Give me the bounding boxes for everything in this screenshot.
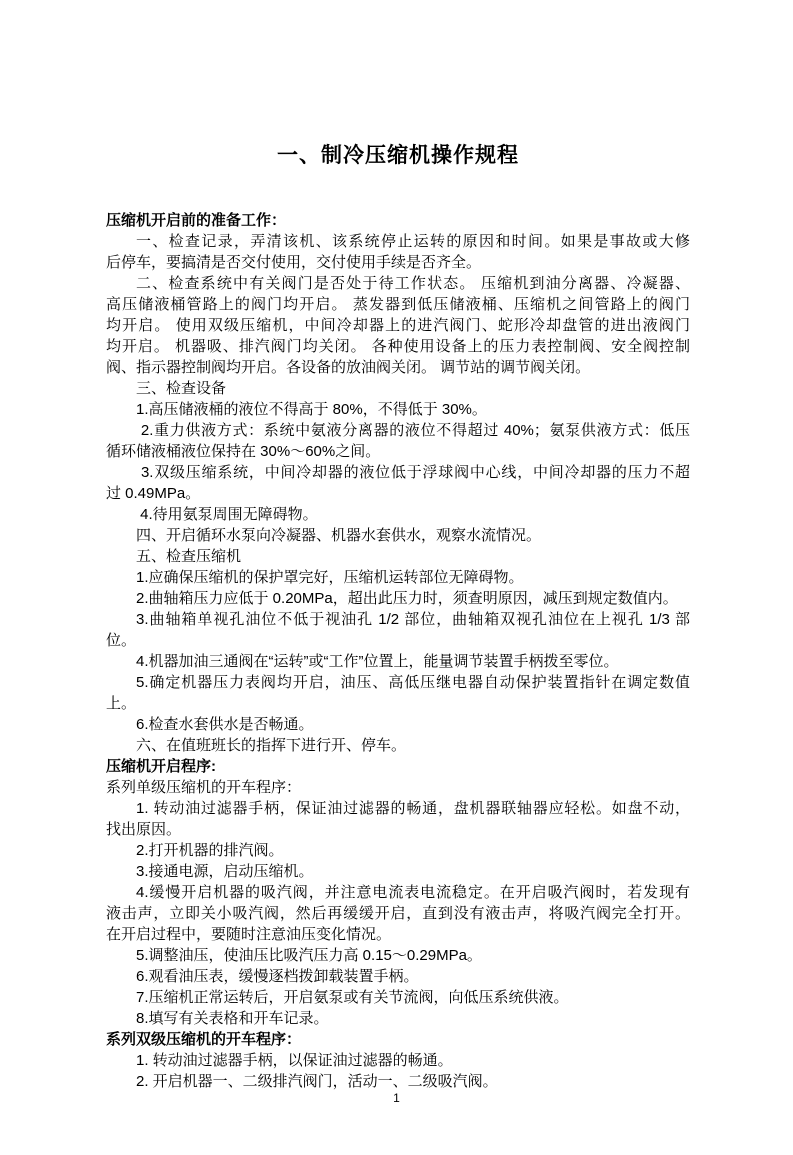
paragraph bbox=[106, 525, 690, 546]
text-line: 1.应确保压缩机的保护罩完好，压缩机运转部位无障碍物。 bbox=[136, 569, 524, 586]
text-line: 1. 转动油过滤器手柄，保证油过滤器的畅通，盘机器联轴器应轻松。如盘不动， bbox=[136, 800, 690, 817]
text-line: 2.曲轴箱压力应低于 0.20MPa，超出此压力时，须查明原因，减压到规定数值内。 bbox=[136, 590, 678, 607]
text-line: 5.确定机器压力表阀均开启，油压、高低压继电器自动保护装置指针在调定数值 bbox=[136, 674, 690, 691]
paragraph bbox=[106, 777, 690, 798]
text-line: 3.接通电源，启动压缩机。 bbox=[136, 863, 314, 880]
paragraph bbox=[106, 651, 690, 672]
text-line: 位。 bbox=[106, 632, 137, 649]
text-line: 3.曲轴箱单视孔油位不低于视油孔 1/2 部位，曲轴箱双视孔油位在上视孔 1/3 部 bbox=[136, 611, 690, 628]
paragraph bbox=[106, 945, 690, 966]
document-content bbox=[106, 142, 690, 1092]
paragraph bbox=[106, 546, 690, 567]
text-line: 六、在值班班长的指挥下进行开、停车。 bbox=[136, 737, 407, 754]
text-line: 找出原因。 bbox=[106, 821, 182, 838]
paragraph bbox=[106, 756, 690, 777]
text-line: 压缩机开启前的准备工作： bbox=[106, 212, 287, 229]
text-line: 3.双级压缩系统，中间冷却器的液位低于浮球阀中心线，中间冷却器的压力不超 bbox=[136, 464, 690, 481]
paragraph bbox=[106, 882, 690, 945]
text-line: 液击声，立即关小吸汽阀，然后再缓缓开启，直到没有液击声，将吸汽阀完全打开。 bbox=[106, 905, 690, 922]
paragraph bbox=[106, 714, 690, 735]
text-line: 循环储液桶液位保持在 30%～60%之间。 bbox=[106, 443, 381, 460]
text-line: 2.重力供液方式：系统中氨液分离器的液位不得超过 40%；氨泵供液方式：低压 bbox=[136, 422, 690, 439]
text-line: 一、检查记录，弄清该机、该系统停止运转的原因和时间。如果是事故或大修 bbox=[136, 233, 690, 250]
paragraph bbox=[106, 378, 690, 399]
paragraph bbox=[106, 1029, 690, 1050]
text-line: 在开启过程中，要随时注意油压变化情况。 bbox=[106, 926, 392, 943]
paragraph bbox=[106, 861, 690, 882]
text-line: 五、检查压缩机 bbox=[136, 548, 242, 565]
text-line: 1.高压储液桶的液位不得高于 80%，不得低于 30%。 bbox=[136, 401, 487, 418]
text-line: 1. 转动油过滤器手柄，以保证油过滤器的畅通。 bbox=[136, 1052, 453, 1069]
text-line: 系列单级压缩机的开车程序： bbox=[106, 779, 302, 796]
text-line: 三、检查设备 bbox=[136, 380, 227, 397]
paragraph bbox=[106, 399, 690, 420]
paragraph bbox=[106, 567, 690, 588]
page-number: 1 bbox=[393, 1091, 400, 1105]
document-title: 一、制冷压缩机操作规程 bbox=[277, 144, 519, 167]
paragraph bbox=[106, 588, 690, 609]
document-body bbox=[106, 210, 690, 1092]
text-line: 均开启。 使用双级压缩机，中间冷却器上的进汽阀门、蛇形冷却盘管的进出液阀门 bbox=[106, 317, 690, 334]
paragraph bbox=[106, 798, 690, 840]
paragraph bbox=[106, 210, 690, 231]
paragraph bbox=[106, 987, 690, 1008]
text-line: 2. 开启机器一、二级排汽阀门，活动一、二级吸汽阀。 bbox=[136, 1073, 498, 1090]
paragraph bbox=[106, 672, 690, 714]
text-line: 7.压缩机正常运转后，开启氨泵或有关节流阀，向低压系统供液。 bbox=[136, 989, 569, 1006]
text-line: 6.检查水套供水是否畅通。 bbox=[136, 716, 314, 733]
text-line: 后停车，要搞清是否交付使用，交付使用手续是否齐全。 bbox=[106, 254, 482, 271]
text-line: 二、检查系统中有关阀门是否处于待工作状态。 压缩机到油分离器、冷凝器、 bbox=[136, 275, 690, 292]
text-line: 5.调整油压，使油压比吸汽压力高 0.15～0.29MPa。 bbox=[136, 947, 482, 964]
paragraph bbox=[106, 1071, 690, 1092]
text-line: 系列双级压缩机的开车程序： bbox=[106, 1031, 302, 1048]
paragraph bbox=[106, 609, 690, 651]
text-line: 过 0.49MPa。 bbox=[106, 485, 201, 502]
text-line: 6.观看油压表，缓慢逐档拨卸载装置手柄。 bbox=[136, 968, 419, 985]
paragraph bbox=[106, 504, 690, 525]
paragraph bbox=[106, 735, 690, 756]
text-line: 阀、指示器控制阀均开启。各设备的放油阀关闭。 调节站的调节阀关闭。 bbox=[106, 359, 591, 376]
paragraph bbox=[106, 420, 690, 462]
paragraph bbox=[106, 1050, 690, 1071]
text-line: 4.待用氨泵周围无障碍物。 bbox=[136, 506, 318, 523]
text-line: 四、开启循环水泵向冷凝器、机器水套供水，观察水流情况。 bbox=[136, 527, 542, 544]
text-line: 压缩机开启程序: bbox=[106, 758, 216, 775]
paragraph bbox=[106, 966, 690, 987]
paragraph bbox=[106, 273, 690, 378]
text-line: 4.机器加油三通阀在“运转”或“工作”位置上，能量调节装置手柄拨至零位。 bbox=[136, 653, 619, 670]
text-line: 2.打开机器的排汽阀。 bbox=[136, 842, 284, 859]
text-line: 高压储液桶管路上的阀门均开启。 蒸发器到低压储液桶、压缩机之间管路上的阀门 bbox=[106, 296, 690, 313]
text-line: 4.缓慢开启机器的吸汽阀，并注意电流表电流稳定。在开启吸汽阀时，若发现有 bbox=[136, 884, 690, 901]
paragraph bbox=[106, 1008, 690, 1029]
paragraph bbox=[106, 840, 690, 861]
text-line: 上。 bbox=[106, 695, 137, 712]
paragraph bbox=[106, 462, 690, 504]
text-line: 均开启。 机器吸、排汽阀门均关闭。 各种使用设备上的压力表控制阀、安全阀控制 bbox=[106, 338, 690, 355]
text-line: 8.填写有关表格和开车记录。 bbox=[136, 1010, 329, 1027]
paragraph bbox=[106, 231, 690, 273]
